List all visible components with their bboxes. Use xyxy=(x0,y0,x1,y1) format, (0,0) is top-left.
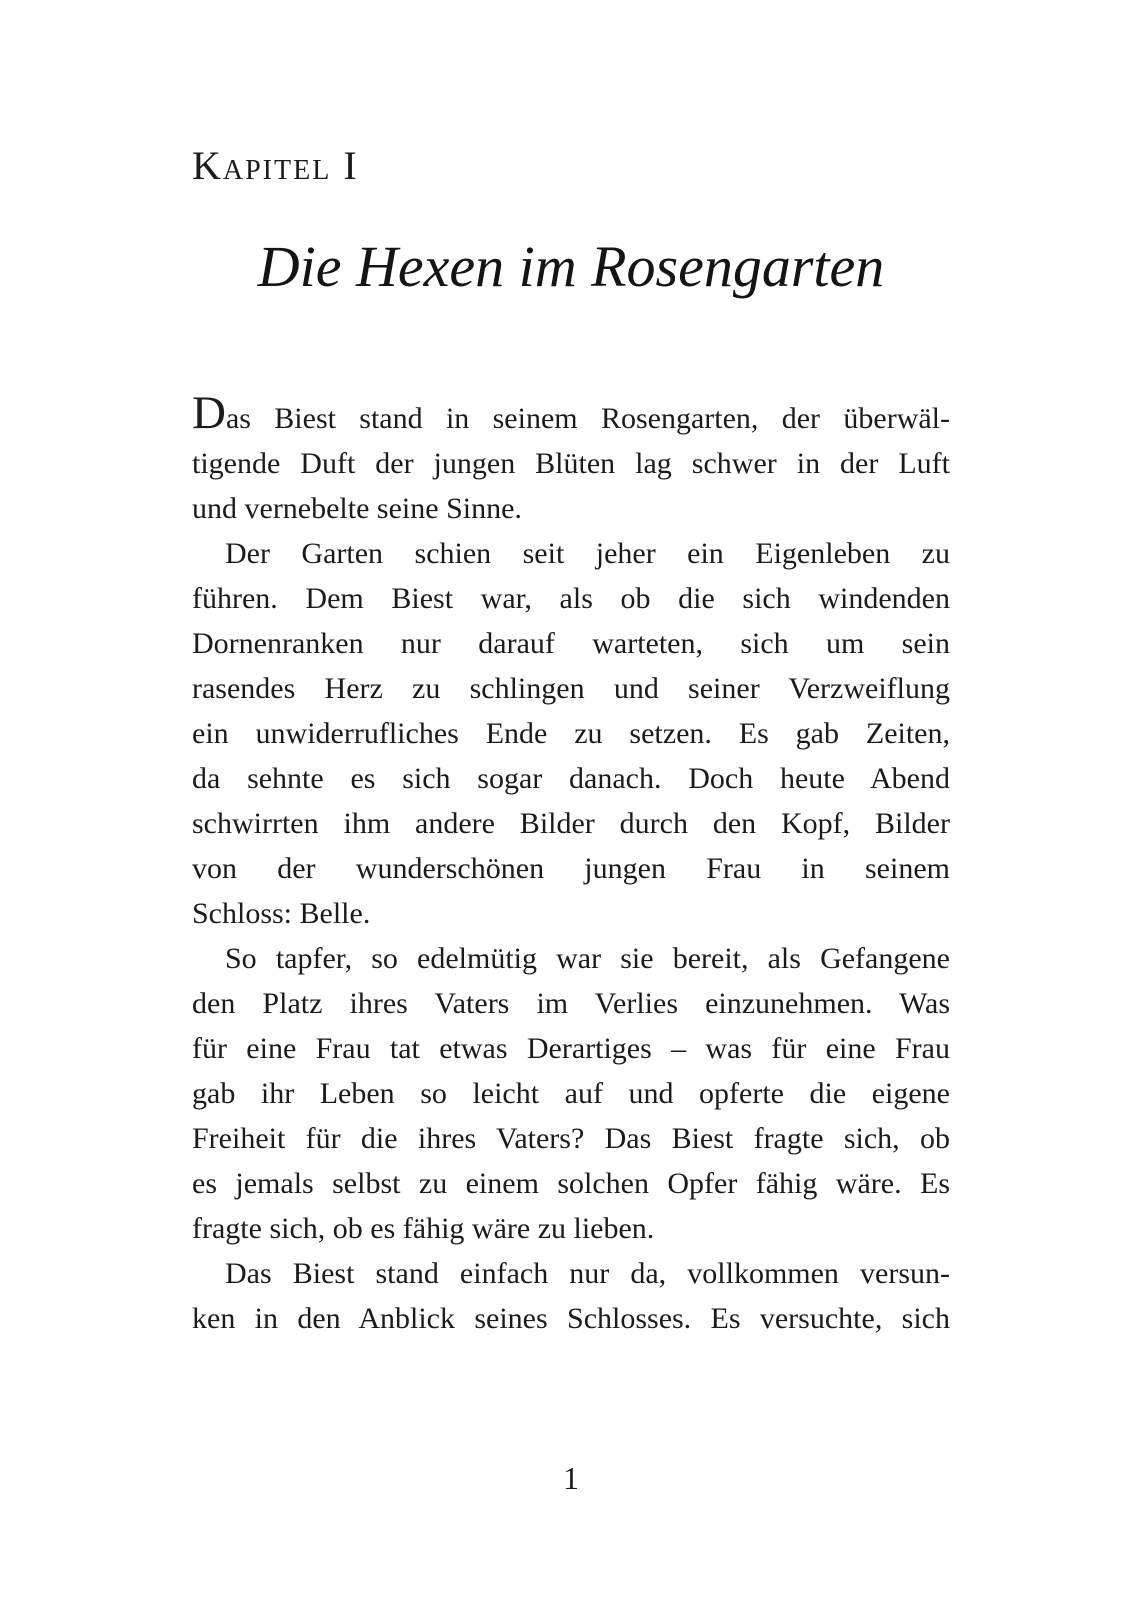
page-number: 1 xyxy=(563,1460,579,1496)
text-line: Dornenranken nur darauf warteten, sich um sein xyxy=(192,627,950,660)
text-line: gab ihr Leben so leicht auf und opferte die eigene xyxy=(192,1077,950,1110)
paragraph xyxy=(192,531,950,936)
text-line: Der Garten schien seit jeher ein Eigenleben zu xyxy=(225,537,950,570)
text-line: Das Biest stand einfach nur da, vollkommen versun- xyxy=(225,1257,950,1290)
paragraph xyxy=(192,387,950,531)
text-line: rasendes Herz zu schlingen und seiner Verzweiflung xyxy=(192,672,950,705)
text-line: schwirrten ihm andere Bilder durch den Kopf, Bilder xyxy=(192,807,950,840)
text-line: für eine Frau tat etwas Derartiges – was für eine Frau xyxy=(192,1032,950,1065)
text-column xyxy=(192,0,950,1600)
text-line: von der wunderschönen jungen Frau in seinem xyxy=(192,852,950,885)
chapter-label: Kapitel I xyxy=(192,143,359,188)
chapter-title: Die Hexen im Rosengarten xyxy=(257,234,885,299)
text-line: Schloss: Belle. xyxy=(192,897,371,930)
text-line: Freiheit für die ihres Vaters? Das Biest fragte sich, ob xyxy=(192,1122,950,1155)
text-line: den Platz ihres Vaters im Verlies einzunehmen. Was xyxy=(192,987,950,1020)
text-line: ein unwiderrufliches Ende zu setzen. Es gab Zeiten, xyxy=(192,717,950,750)
text-line: es jemals selbst zu einem solchen Opfer fähig wäre. Es xyxy=(192,1167,950,1200)
body-text xyxy=(192,387,950,1341)
paragraph xyxy=(192,1251,950,1341)
drop-cap-initial: D xyxy=(192,387,226,439)
text-line: da sehnte es sich sogar danach. Doch heute Abend xyxy=(192,762,950,795)
text-line: fragte sich, ob es fähig wäre zu lieben. xyxy=(192,1212,655,1245)
text-line: tigende Duft der jungen Blüten lag schwer in der Luft xyxy=(192,447,950,480)
text-line: So tapfer, so edelmütig war sie bereit, als Gefangene xyxy=(225,942,950,975)
text-line: Das Biest stand in seinem Rosengarten, der überwäl- xyxy=(192,387,950,439)
text-line: führen. Dem Biest war, als ob die sich windenden xyxy=(192,582,950,615)
text-line: ken in den Anblick seines Schlosses. Es versuchte, sich xyxy=(192,1302,950,1335)
text-line: und vernebelte seine Sinne. xyxy=(192,492,522,525)
paragraph xyxy=(192,936,950,1251)
